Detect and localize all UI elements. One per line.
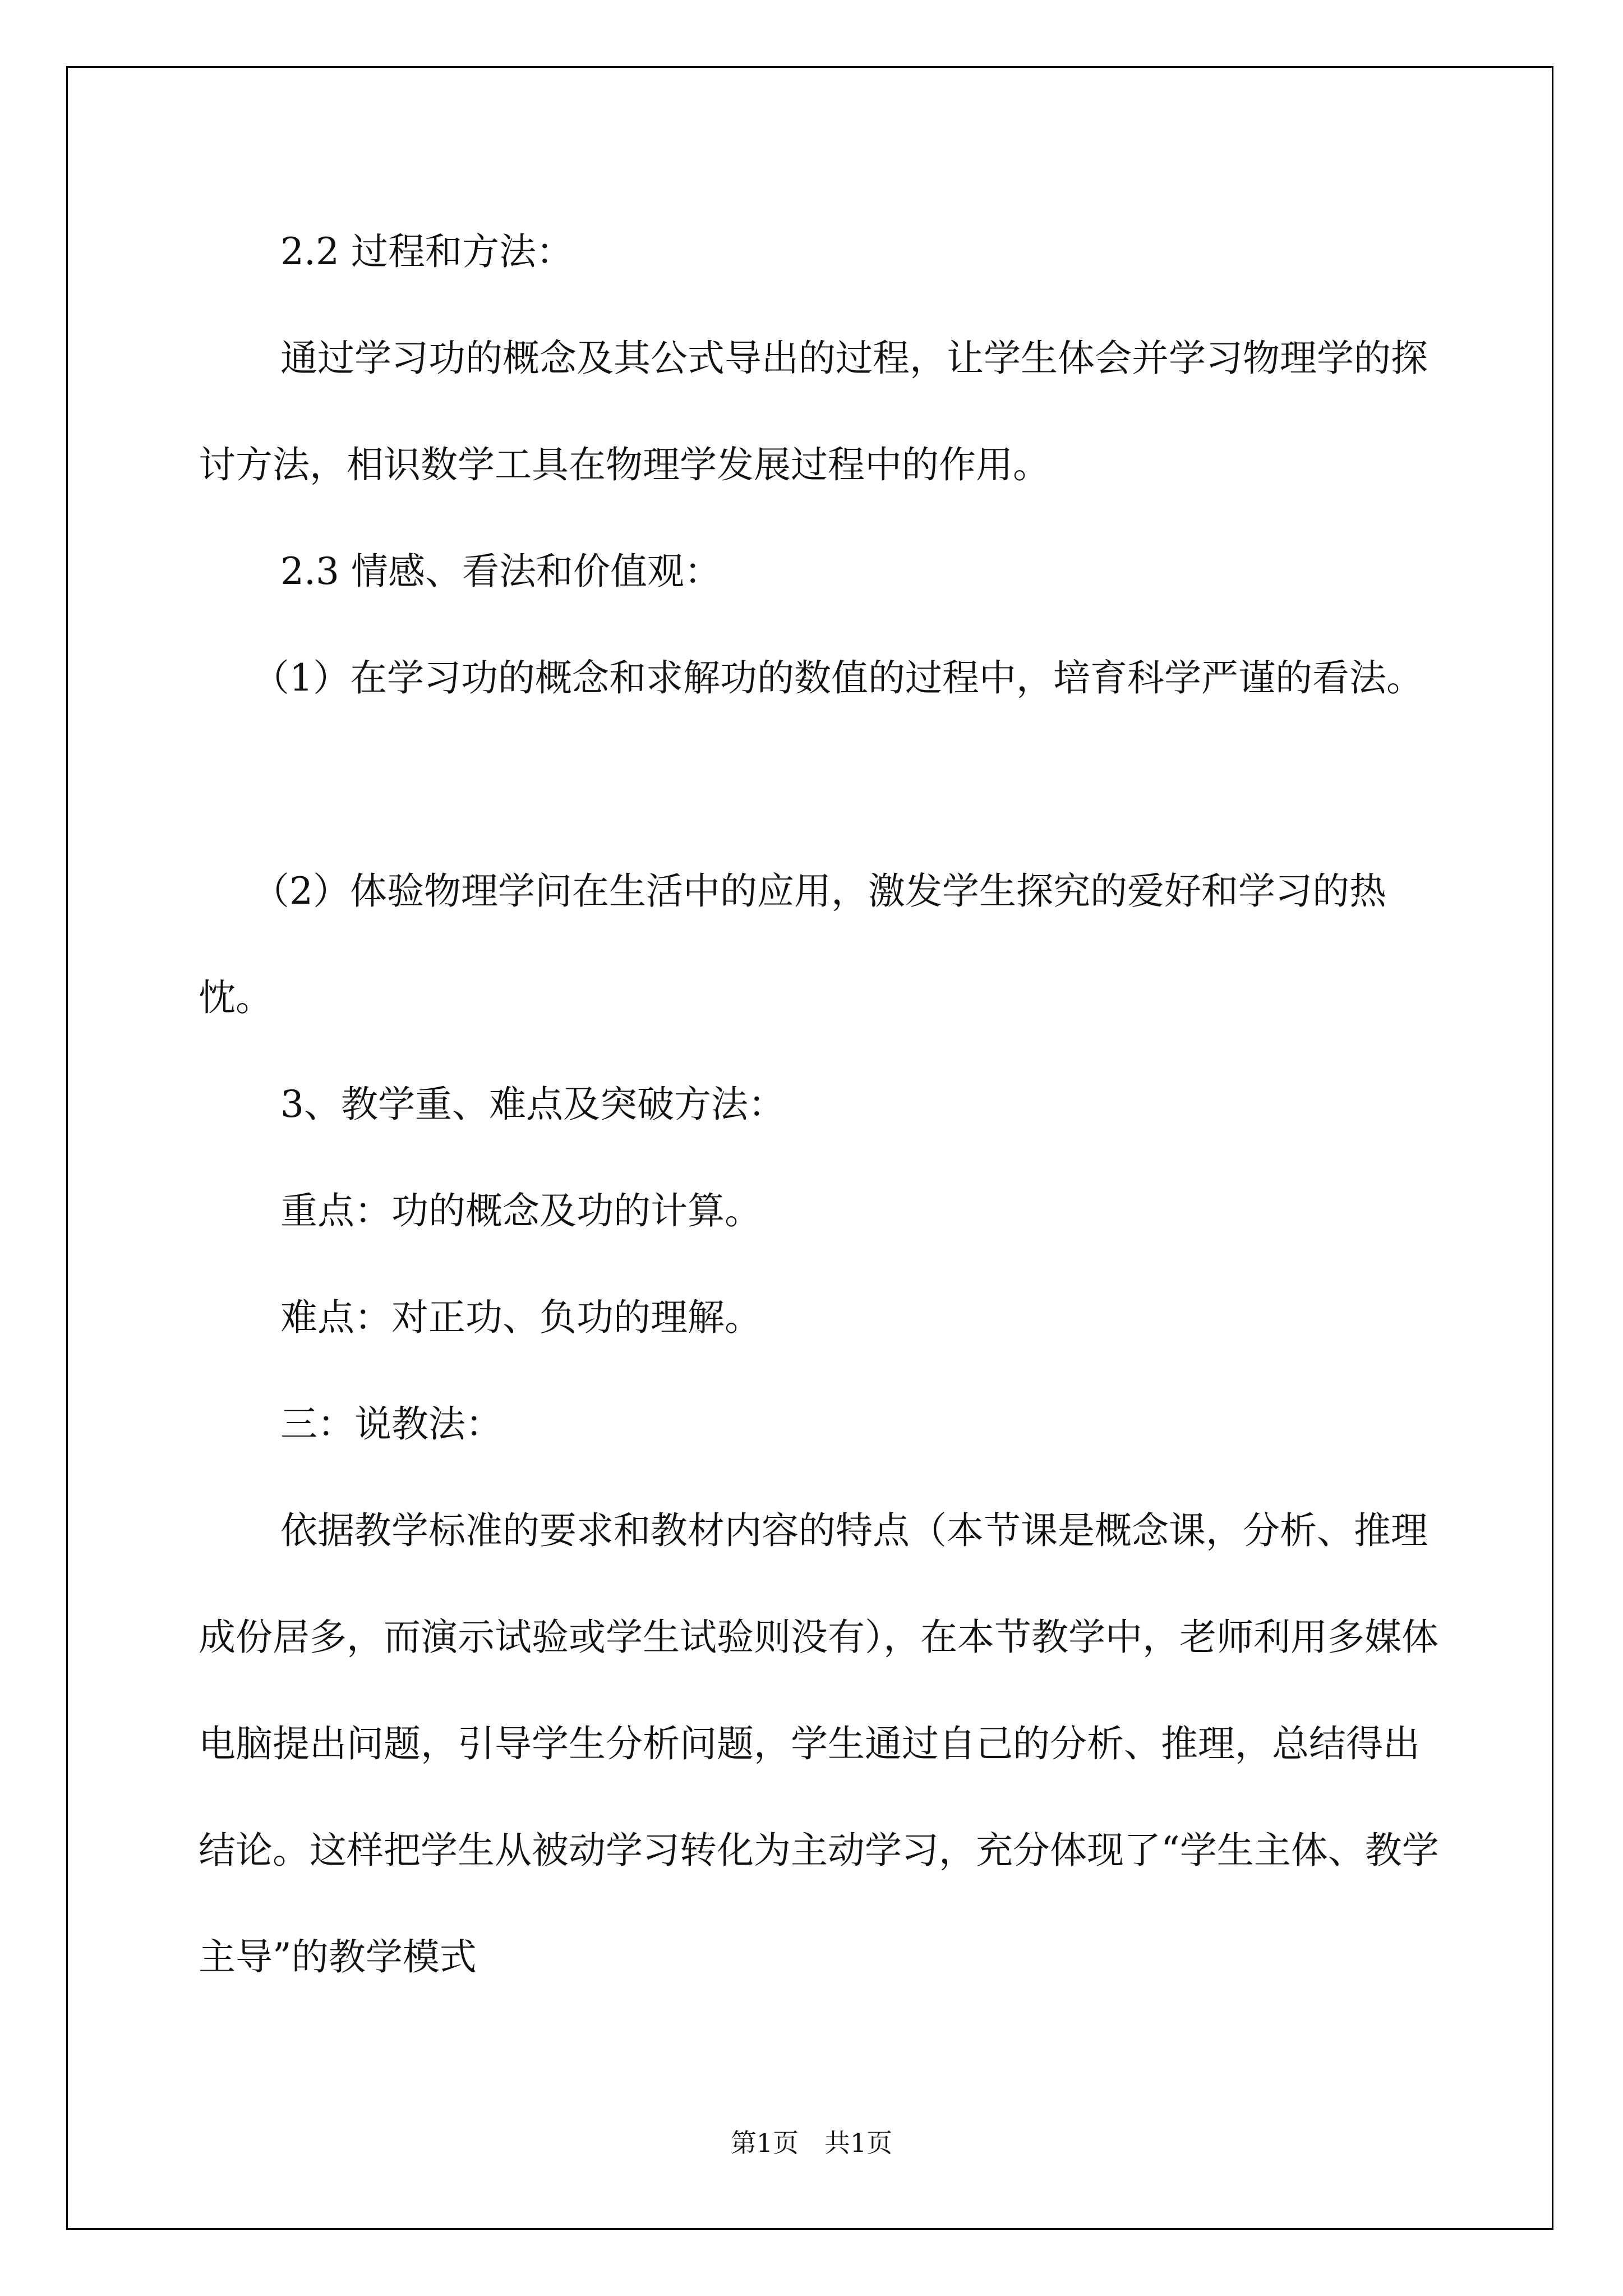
paragraph-process-method-body: 通过学习功的概念及其公式导出的过程，让学生体会并学习物理学的探讨方法，相识数学工具在物理学发展过程中的作用。: [199, 337, 1428, 486]
paragraph-emotion-item-1: （1）在学习功的概念和求解功的数值的过程中，培育科学严谨的看法。: [252, 656, 1423, 700]
paragraph-emotion-item-2: （2）体验物理学问在生活中的应用，激发学生探究的爱好和学习的热忱。: [199, 869, 1386, 1019]
paragraph-teaching-method-body: 依据教学标准的要求和教材内容的特点（本节课是概念课，分析、推理成份居多，而演示试验或学生试验则没有），在本节教学中，老师利用多媒体电脑提出问题，引导学生分析问题，学生通过自己的分析、推理，总结得出结论。这样把学生从被动学习转化为主动学习，充分体现了“学生主体、教学主导”的教学模式: [199, 1509, 1439, 1978]
paragraph-emotion-heading: 2.3 情感、看法和价值观：: [280, 550, 721, 593]
page-footer: 第1页 共1页: [730, 2128, 893, 2158]
paragraph-difficult-point: 难点：对正功、负功的理解。: [280, 1296, 762, 1339]
paragraph-teaching-method-heading: 三：说教法：: [280, 1402, 502, 1446]
paragraph-key-points-heading: 3、教学重、难点及突破方法：: [280, 1083, 785, 1126]
paragraph-key-point: 重点：功的概念及功的计算。: [280, 1189, 762, 1232]
paragraph-process-method: 2.2 过程和方法：: [280, 230, 573, 273]
